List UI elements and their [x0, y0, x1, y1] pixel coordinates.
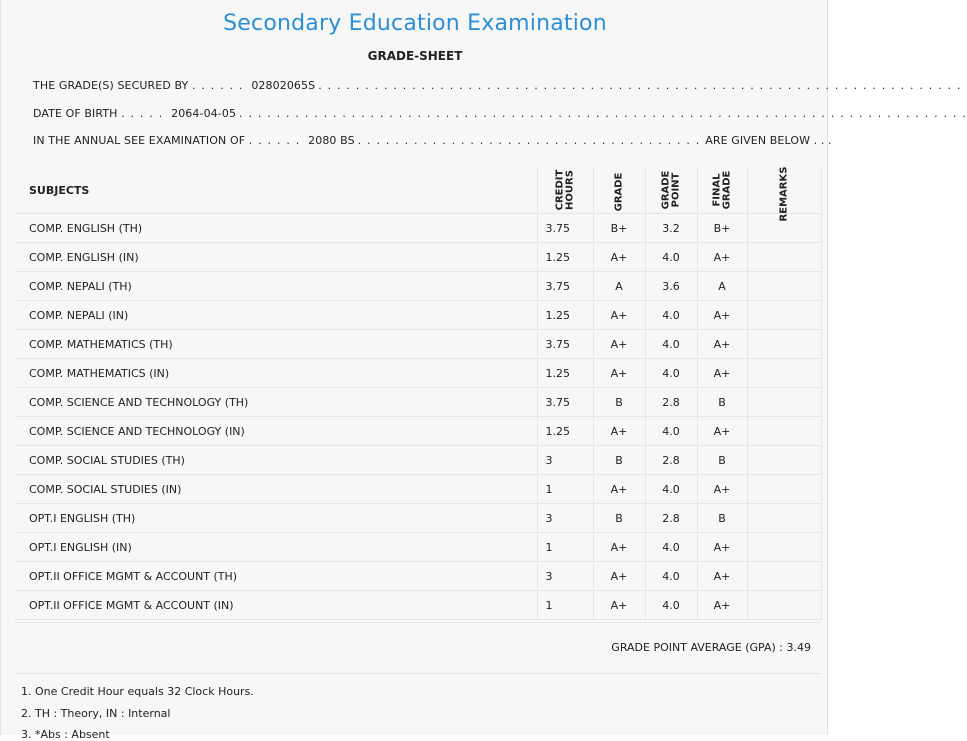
secured-by-line: THE GRADE(S) SECURED BY . . . . . . 02802065S . . . . . . . . . . . . . . . . . . . . . . . . . . . . . . . . . . . . . . . . . . . . . . . . . . . . . . . . . . . . . . . . . . . . . — [33, 79, 962, 92]
grade-cell: B — [593, 504, 645, 533]
remarks-cell — [747, 301, 821, 330]
final-grade-cell: A+ — [697, 475, 747, 504]
subject-cell: COMP. SCIENCE AND TECHNOLOGY (IN) — [15, 417, 537, 446]
dob-value: 2064-04-05 — [171, 107, 237, 120]
subject-cell: OPT.I ENGLISH (IN) — [15, 533, 537, 562]
grades-table — [15, 167, 822, 620]
grade-point-cell: 2.8 — [645, 446, 697, 475]
table-row — [15, 330, 821, 359]
credit-hours-cell: 3.75 — [537, 272, 593, 301]
dob-label: DATE OF BIRTH — [33, 107, 118, 120]
header-final-grade: FINAL GRADE — [697, 167, 747, 214]
grade-point-cell: 2.8 — [645, 504, 697, 533]
credit-hours-cell: 1.25 — [537, 243, 593, 272]
table-row — [15, 214, 821, 243]
grade-point-cell: 3.6 — [645, 272, 697, 301]
remarks-cell — [747, 562, 821, 591]
credit-hours-cell: 3 — [537, 446, 593, 475]
grade-point-cell: 4.0 — [645, 330, 697, 359]
gpa-label: GRADE POINT AVERAGE (GPA) : — [611, 641, 783, 654]
credit-hours-cell: 1.25 — [537, 359, 593, 388]
given-below-text: ARE GIVEN BELOW . . . — [705, 134, 832, 147]
grade-cell: A+ — [593, 475, 645, 504]
gpa-section — [15, 622, 821, 674]
remarks-cell — [747, 446, 821, 475]
note-item: 3. *Abs : Absent — [21, 728, 110, 741]
final-grade-cell: A — [697, 272, 747, 301]
final-grade-cell: A+ — [697, 301, 747, 330]
final-grade-cell: A+ — [697, 330, 747, 359]
final-grade-cell: A+ — [697, 562, 747, 591]
final-grade-cell: B+ — [697, 214, 747, 243]
header-subjects: SUBJECTS — [15, 167, 537, 214]
subject-cell: OPT.II OFFICE MGMT & ACCOUNT (IN) — [15, 591, 537, 620]
table-row — [15, 562, 821, 591]
table-header-row — [15, 167, 821, 214]
header-remarks: REMARKS — [747, 167, 821, 214]
symbol-number: 02802065S — [251, 79, 316, 92]
remarks-cell — [747, 533, 821, 562]
grade-cell: A+ — [593, 359, 645, 388]
credit-hours-cell: 3 — [537, 504, 593, 533]
subject-cell: OPT.I ENGLISH (TH) — [15, 504, 537, 533]
table-row — [15, 591, 821, 620]
grade-cell: A+ — [593, 243, 645, 272]
grade-cell: A — [593, 272, 645, 301]
remarks-cell — [747, 359, 821, 388]
grade-point-cell: 4.0 — [645, 243, 697, 272]
remarks-cell — [747, 388, 821, 417]
table-row — [15, 272, 821, 301]
grade-point-cell: 4.0 — [645, 533, 697, 562]
final-grade-cell: A+ — [697, 243, 747, 272]
grade-cell: A+ — [593, 562, 645, 591]
header-grade: GRADE — [593, 167, 645, 214]
grade-point-cell: 4.0 — [645, 562, 697, 591]
page-subtitle: GRADE-SHEET — [367, 49, 463, 63]
note-item: 1. One Credit Hour equals 32 Clock Hours. — [21, 685, 254, 698]
gpa-value: 3.49 — [786, 641, 811, 654]
remarks-cell — [747, 330, 821, 359]
grade-cell: A+ — [593, 533, 645, 562]
final-grade-cell: A+ — [697, 533, 747, 562]
final-grade-cell: A+ — [697, 417, 747, 446]
remarks-cell — [747, 475, 821, 504]
table-row — [15, 533, 821, 562]
final-grade-cell: B — [697, 504, 747, 533]
subject-cell: COMP. SCIENCE AND TECHNOLOGY (TH) — [15, 388, 537, 417]
subject-cell: COMP. SOCIAL STUDIES (TH) — [15, 446, 537, 475]
table-row — [15, 301, 821, 330]
grade-cell: A+ — [593, 417, 645, 446]
header-credit-hours: CREDIT HOURS — [537, 167, 593, 214]
table-row — [15, 446, 821, 475]
table-row — [15, 504, 821, 533]
grade-point-cell: 4.0 — [645, 475, 697, 504]
subject-cell: COMP. MATHEMATICS (TH) — [15, 330, 537, 359]
subject-cell: COMP. ENGLISH (IN) — [15, 243, 537, 272]
remarks-cell — [747, 272, 821, 301]
grade-point-cell: 4.0 — [645, 417, 697, 446]
exam-year: 2080 BS — [308, 134, 355, 147]
exam-label: IN THE ANNUAL SEE EXAMINATION OF — [33, 134, 246, 147]
header-grade-point: GRADE POINT — [645, 167, 697, 214]
subject-cell: OPT.II OFFICE MGMT & ACCOUNT (TH) — [15, 562, 537, 591]
gpa-line — [611, 641, 811, 654]
credit-hours-cell: 1 — [537, 475, 593, 504]
exam-line: IN THE ANNUAL SEE EXAMINATION OF . . . . . . 2080 BS . . . . . . . . . . . . . . . . . . . . . . . . . . . . . . . . . . . . . ARE GIVEN BELOW . . . — [33, 134, 832, 147]
subject-cell: COMP. NEPALI (IN) — [15, 301, 537, 330]
secured-by-label: THE GRADE(S) SECURED BY — [33, 79, 189, 92]
remarks-cell — [747, 504, 821, 533]
credit-hours-cell: 1 — [537, 533, 593, 562]
final-grade-cell: B — [697, 388, 747, 417]
credit-hours-cell: 1.25 — [537, 301, 593, 330]
remarks-cell — [747, 591, 821, 620]
credit-hours-cell: 1.25 — [537, 417, 593, 446]
grade-point-cell: 4.0 — [645, 359, 697, 388]
subject-cell: COMP. ENGLISH (TH) — [15, 214, 537, 243]
credit-hours-cell: 3.75 — [537, 214, 593, 243]
note-item: 2. TH : Theory, IN : Internal — [21, 707, 171, 720]
remarks-cell — [747, 417, 821, 446]
table-row — [15, 359, 821, 388]
grade-cell: A+ — [593, 301, 645, 330]
grade-point-cell: 4.0 — [645, 301, 697, 330]
final-grade-cell: A+ — [697, 591, 747, 620]
grade-cell: B+ — [593, 214, 645, 243]
table-row — [15, 243, 821, 272]
table-row — [15, 475, 821, 504]
remarks-cell — [747, 243, 821, 272]
table-row — [15, 417, 821, 446]
subject-cell: COMP. NEPALI (TH) — [15, 272, 537, 301]
dob-line: DATE OF BIRTH . . . . . 2064-04-05 . . . . . . . . . . . . . . . . . . . . . . . . . . . . . . . . . . . . . . . . . . . . . . . . . . . . . . . . . . . . . . . . . . . . . . . . . . . . . . — [33, 107, 967, 120]
table-row — [15, 388, 821, 417]
grade-point-cell: 2.8 — [645, 388, 697, 417]
final-grade-cell: B — [697, 446, 747, 475]
subject-cell: COMP. MATHEMATICS (IN) — [15, 359, 537, 388]
credit-hours-cell: 3.75 — [537, 388, 593, 417]
credit-hours-cell: 1 — [537, 591, 593, 620]
grade-cell: B — [593, 388, 645, 417]
page-title: Secondary Education Examination — [223, 11, 607, 36]
grade-point-cell: 3.2 — [645, 214, 697, 243]
credit-hours-cell: 3.75 — [537, 330, 593, 359]
subject-cell: COMP. SOCIAL STUDIES (IN) — [15, 475, 537, 504]
grade-point-cell: 4.0 — [645, 591, 697, 620]
grade-cell: B — [593, 446, 645, 475]
credit-hours-cell: 3 — [537, 562, 593, 591]
grade-cell: A+ — [593, 330, 645, 359]
grade-cell: A+ — [593, 591, 645, 620]
final-grade-cell: A+ — [697, 359, 747, 388]
